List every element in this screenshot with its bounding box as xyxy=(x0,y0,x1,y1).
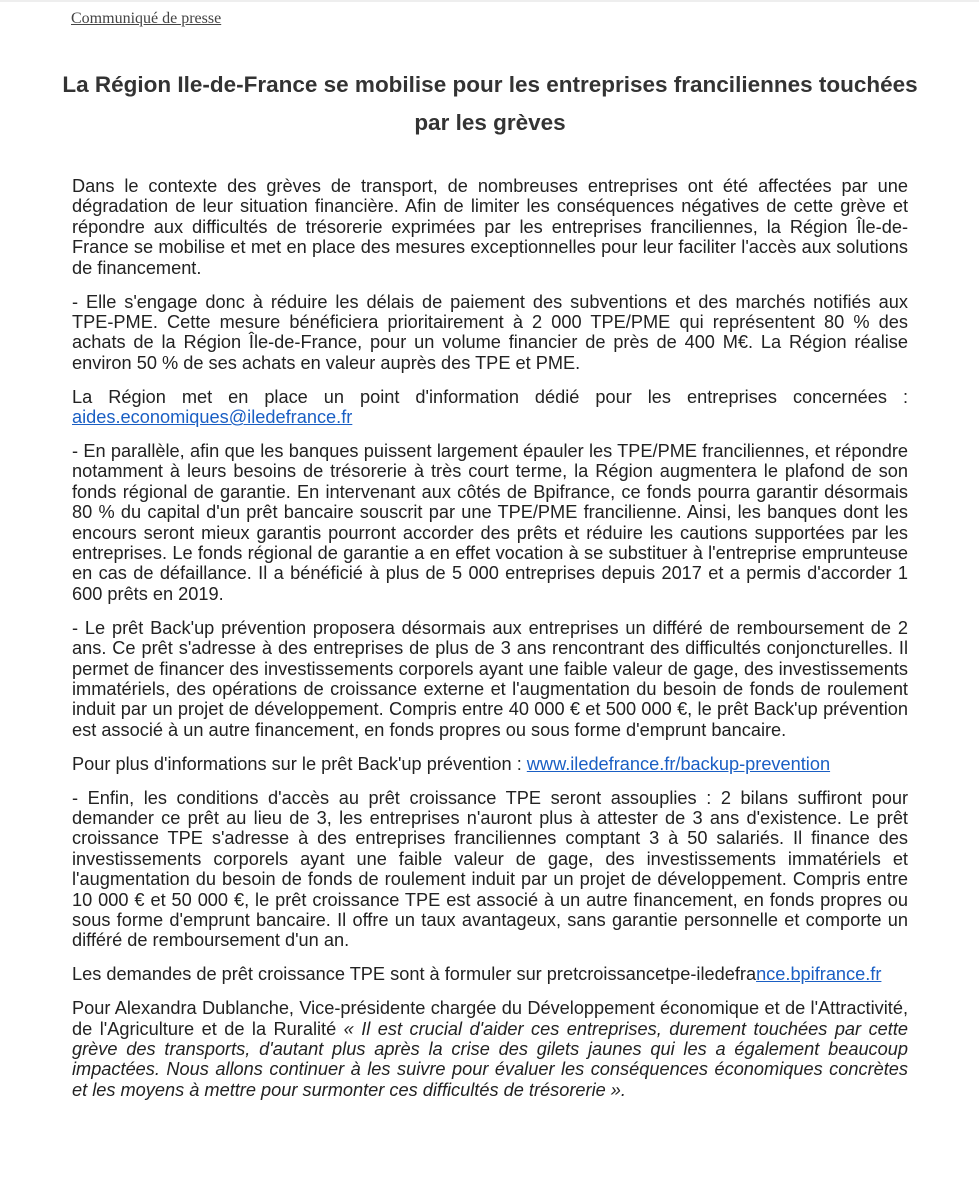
paragraph-growth-loan-requests xyxy=(72,964,908,984)
top-divider xyxy=(0,0,979,2)
paragraph-backup-loan: - Le prêt Back'up prévention proposera désormais aux entreprises un différé de remboursement de 2 ans. Ce prêt s'adresse à des entreprises de plus de 3 ans rencontrant des difficultés conjoncturelles. Il permet de financer des investissements corporels ayant une faible valeur de gage, des investissements immatériels, des opérations de croissance externe et l'augmentation du besoin de fonds de roulement induit par un projet de développement. Compris entre 40 000 € et 500 000 €, le prêt Back'up prévention est associé à un autre financement, en fonds propres ou sous forme d'emprunt bancaire. xyxy=(72,617,908,740)
press-release-label: Communiqué de presse xyxy=(71,10,222,27)
paragraph-quote xyxy=(72,998,908,1100)
quote-attribution: Pour Alexandra Dublanche, Vice-présidente chargée du Développement économique et de l'Attractivité, de l'Agriculture et de la Ruralité xyxy=(72,998,908,1039)
paragraph-info-point xyxy=(72,387,908,428)
paragraph-growth-loan: - Enfin, les conditions d'accès au prêt croissance TPE seront assouplies : 2 bilans suffiront pour demander ce prêt au lieu de 3, les entreprises n'auront plus à attester de 3 ans d'existence. Le prêt croissance TPE s'adresse à des entreprises franciliennes comptant 3 à 50 salariés. Il finance des investissements corporels ayant une faible valeur de gage, des investissements immatériels et l'augmentation du besoin de fonds de roulement induit par un projet de développement. Compris entre 10 000 € et 50 000 €, le prêt croissance TPE est associé à un autre financement, en fonds propres ou sous forme d'emprunt bancaire. Il offre un taux avantageux, sans garantie personnelle et comporte un différé de remboursement d'un an. xyxy=(72,787,908,951)
backup-prevention-link[interactable]: www.iledefrance.fr/backup-prevention xyxy=(526,753,831,774)
paragraph-intro: Dans le contexte des grèves de transport, de nombreuses entreprises ont été affectées par une dégradation de leur situation financière. Afin de limiter les conséquences négatives de cette grève et répondre aux difficultés de trésorerie exprimées par les entreprises franciliennes, la Région Île-de-France se mobilise et met en place des mesures exceptionnelles pour leur faciliter l'accès aux solutions de financement. xyxy=(72,176,908,278)
paragraph-guarantee-fund: - En parallèle, afin que les banques puissent largement épauler les TPE/PME franciliennes, et répondre notamment à leurs besoins de trésorerie à très court terme, la Région augmentera le plafond de son fonds régional de garantie. En intervenant aux côtés de Bpifrance, ce fonds pourra garantir désormais 80 % du capital d'un prêt bancaire souscrit par une TPE/PME francilienne. Ainsi, les banques dont les encours seront mieux garantis pourront accorder des prêts et réduire les cautions supportées par les entreprises. Le fonds régional de garantie a en effet vocation à se substituer à l'entreprise emprunteuse en cas de défaillance. Il a bénéficié à plus de 5 000 entreprises depuis 2017 et a permis d'accorder 1 600 prêts en 2019. xyxy=(72,440,908,604)
growth-loan-text: Les demandes de prêt croissance TPE sont à formuler sur pretcroissancetpe-iledefra xyxy=(72,964,757,985)
quote-text: « Il est crucial d'aider ces entreprises, durement touchées par cette grève des transports, d'autant plus après la crise des gilets jaunes qui les a également beaucoup impactées. Nous allons continuer à les suivre pour évaluer les conséquences économiques concrètes et les moyens à mettre pour surmonter ces difficultés de trésorerie ». xyxy=(72,1018,908,1100)
backup-info-text: Pour plus d'informations sur le prêt Back'up prévention : xyxy=(72,753,527,774)
paragraph-backup-info xyxy=(72,754,908,774)
email-link[interactable]: aides.economiques@iledefrance.fr xyxy=(72,407,353,428)
info-point-text: La Région met en place un point d'information dédié pour les entreprises concernées : xyxy=(72,386,908,407)
paragraph-payment-delays: - Elle s'engage donc à réduire les délais de paiement des subventions et des marchés notifiés aux TPE-PME. Cette mesure bénéficiera prioritairement à 2 000 TPE/PME qui représentent 80 % des achats de la Région Île-de-France, pour un volume financier de près de 400 M€. La Région réalise environ 50 % de ses achats en valeur auprès des TPE et PME. xyxy=(72,291,908,373)
page-title: La Région Ile-de-France se mobilise pour les entreprises franciliennes touchées par les grèves xyxy=(62,72,918,135)
article-body xyxy=(72,176,908,1114)
bpifrance-link[interactable]: nce.bpifrance.fr xyxy=(756,964,882,985)
